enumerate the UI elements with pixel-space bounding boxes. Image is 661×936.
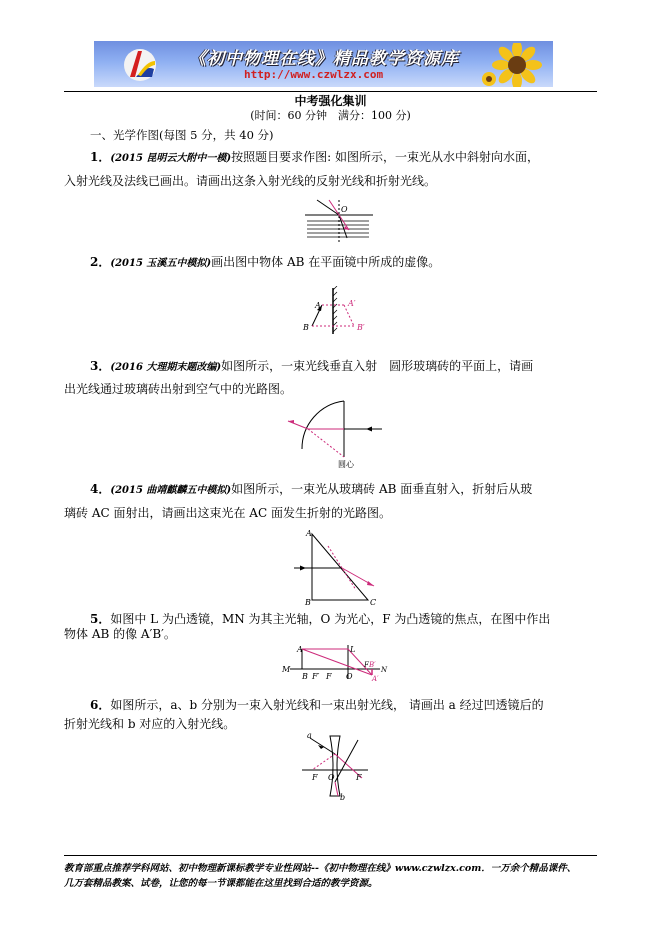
figure-4-prism bbox=[290, 528, 380, 606]
question-6-line2: 折射光线和 b 对应的入射光线。 bbox=[64, 717, 236, 731]
fig2-label-a: A bbox=[315, 301, 321, 310]
page-title: 中考强化集训 bbox=[294, 94, 367, 108]
site-banner bbox=[94, 41, 553, 87]
fig5-label-f-right: F bbox=[364, 661, 369, 669]
figure-1-water-refraction bbox=[305, 198, 373, 243]
fig5-label-a-prime: A′ bbox=[372, 675, 379, 683]
fig6-label-f-right: F bbox=[356, 773, 362, 782]
question-number: 4． bbox=[90, 482, 111, 496]
question-text: 画出图中物体 AB 在平面镜中所成的虚像。 bbox=[211, 255, 441, 269]
fig1-label-o: O bbox=[341, 205, 348, 214]
question-text: 如图所示，一束光从玻璃砖 AB 面垂直射入，折射后从玻 bbox=[231, 482, 533, 496]
fig2-label-b: B bbox=[303, 323, 309, 332]
question-source: (2015 曲靖麒麟五中模拟) bbox=[110, 485, 232, 496]
question-text: 如图所示，一束光线垂直入射 圆形玻璃砖的平面上，请画 bbox=[221, 359, 534, 373]
fig5-label-f-prime: F′ bbox=[312, 672, 320, 681]
question-4-line2: 璃砖 AC 面射出，请画出这束光在 AC 面发生折射的光路图。 bbox=[64, 506, 391, 520]
question-3-line2: 出光线通过玻璃砖出射到空气中的光路图。 bbox=[64, 382, 293, 396]
fig2-label-a-prime: A′ bbox=[348, 299, 356, 308]
fig3-label-center: 圆心 bbox=[338, 460, 354, 469]
question-source: (2015 昆明云大附中一模) bbox=[110, 153, 232, 164]
banner-title: 《初中物理在线》精品教学资源库 bbox=[189, 49, 459, 69]
footer-line-2: 几万套精品教案、试卷，让您的每一节课都能在这里找到合适的教学资源。 bbox=[64, 878, 378, 889]
fig5-label-o: O bbox=[346, 672, 353, 681]
figure-2-plane-mirror bbox=[300, 286, 380, 336]
question-number: 2． bbox=[90, 255, 111, 269]
question-number: 6． bbox=[90, 698, 111, 712]
fig6-label-f-left: F bbox=[312, 773, 318, 782]
fig6-label-b: b bbox=[340, 793, 346, 802]
fig4-label-c: C bbox=[370, 598, 377, 606]
question-text: 如图所示，a、b 分别为一束入射光线和一束出射光线， 请画出 a 经过凹透镜后的 bbox=[110, 698, 544, 712]
question-number: 5． bbox=[90, 612, 111, 626]
fig5-label-b-prime: B′ bbox=[369, 661, 376, 669]
footer-rule bbox=[64, 855, 597, 856]
question-1 bbox=[90, 149, 539, 167]
question-source: (2016 大理期末题改编) bbox=[110, 362, 222, 373]
fig4-label-a: A bbox=[306, 529, 312, 538]
section-heading: 一、光学作图(每图 5 分，共 40 分) bbox=[90, 128, 274, 142]
figure-5-convex-lens bbox=[280, 643, 390, 683]
footer-line-1: 教育部重点推荐学科网站、初中物理新课标教学专业性网站--《初中物理在线》www.czwlzx.com．一万余个精品课件、 bbox=[64, 863, 577, 874]
site-logo-icon bbox=[122, 47, 158, 83]
fig5-label-n: N bbox=[381, 666, 388, 674]
fig5-label-m: M bbox=[282, 665, 291, 674]
exam-meta: (时间：60 分钟 满分：100 分) bbox=[250, 109, 411, 122]
question-text: 如图中 L 为凸透镜，MN 为其主光轴，O 为光心，F 为凸透镜的焦点，在图中作出 bbox=[110, 612, 551, 626]
fig4-label-b: B bbox=[305, 598, 311, 606]
fig5-label-b: B bbox=[302, 672, 308, 681]
question-number: 3． bbox=[90, 359, 111, 373]
question-4 bbox=[90, 481, 532, 499]
banner-url[interactable]: http://www.czwlzx.com bbox=[244, 68, 384, 81]
question-2 bbox=[90, 254, 440, 272]
question-5-line2: 物体 AB 的像 A′B′。 bbox=[64, 627, 176, 641]
question-5 bbox=[90, 611, 550, 627]
header-rule bbox=[64, 91, 597, 92]
question-text: 按照题目要求作图: 如图所示，一束光从水中斜射向水面， bbox=[231, 150, 540, 164]
figure-6-concave-lens bbox=[300, 730, 370, 802]
question-1-line2: 入射光线及法线已画出。请画出这条入射光线的反射光线和折射光线。 bbox=[64, 174, 437, 188]
fig5-label-a: A bbox=[297, 645, 303, 654]
sunflower-icon bbox=[481, 43, 549, 87]
fig6-label-a: a bbox=[307, 731, 312, 740]
question-source: (2015 玉溪五中模拟) bbox=[110, 258, 212, 269]
fig6-label-o: O bbox=[328, 773, 335, 782]
fig5-label-l: L bbox=[350, 645, 356, 654]
figure-3-semicircle-glass bbox=[286, 397, 386, 469]
question-3 bbox=[90, 358, 533, 376]
question-number: 1． bbox=[90, 150, 111, 164]
question-6 bbox=[90, 697, 544, 713]
fig5-label-f: F bbox=[326, 672, 332, 681]
fig2-label-b-prime: B′ bbox=[357, 323, 365, 332]
